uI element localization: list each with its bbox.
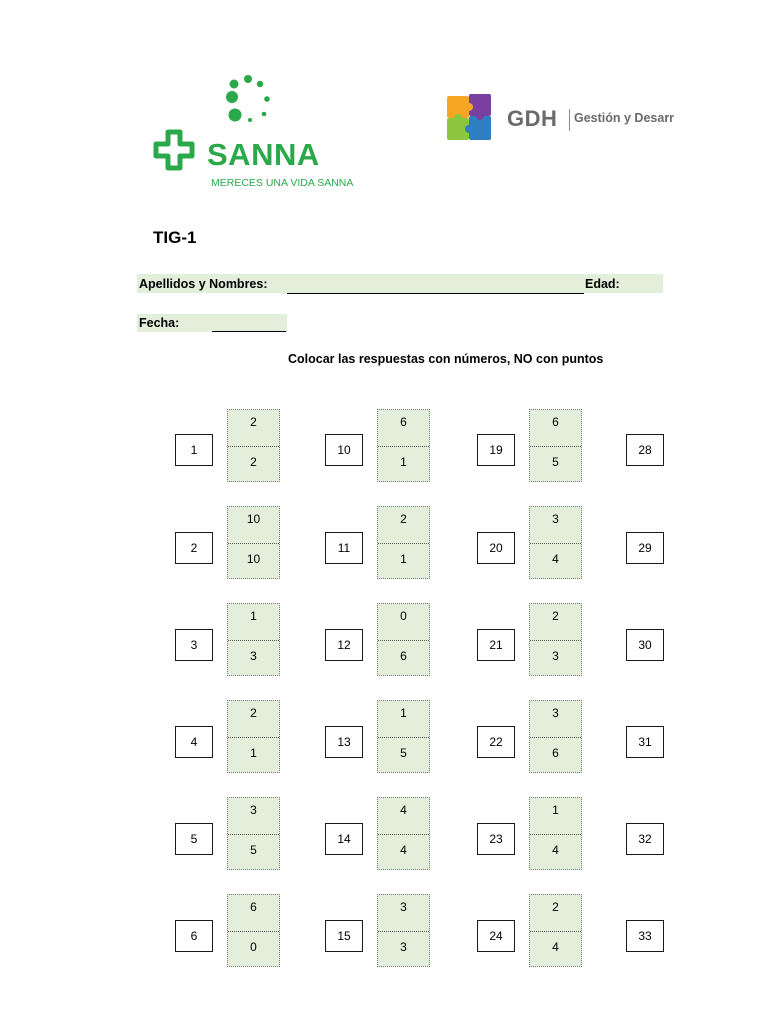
tile-bottom-value: 4 [552,552,559,566]
page-title: TIG-1 [153,228,197,247]
answer-item-number: 22 [477,726,515,758]
domino-tile [377,409,430,482]
domino-tile [227,603,280,676]
answer-item-number: 12 [325,629,363,661]
gdh-subtitle: Gestión y Desarr [574,111,675,125]
answer-item-number: 6 [175,920,213,952]
age-label: Edad: [585,277,620,291]
sanna-tagline: MERECES UNA VIDA SANNA [211,177,354,189]
tile-divider [228,737,279,738]
domino-tile [227,700,280,773]
tile-divider [228,931,279,932]
domino-tile [529,894,582,967]
tile-divider [378,640,429,641]
tile-divider [530,640,581,641]
tile-top-value: 2 [552,609,559,623]
tile-top-value: 3 [552,512,559,526]
answer-item-number: 21 [477,629,515,661]
tile-top-value: 3 [552,706,559,720]
domino-tile [227,797,280,870]
instructions: Colocar las respuestas con números, NO con puntos [288,352,604,366]
domino-tile [529,603,582,676]
tile-divider [228,446,279,447]
domino-tile [377,506,430,579]
tile-bottom-value: 10 [246,552,261,566]
tile-divider [530,446,581,447]
tile-top-value: 1 [400,706,407,720]
tile-divider [378,543,429,544]
domino-tile [529,506,582,579]
tile-bottom-value: 4 [552,940,559,954]
tile-divider [530,931,581,932]
domino-tile [529,797,582,870]
tile-top-value: 6 [400,415,407,429]
tile-divider [378,834,429,835]
answer-item-number: 30 [626,629,664,661]
domino-tile [377,797,430,870]
domino-tile [227,409,280,482]
tile-bottom-value: 3 [400,940,407,954]
domino-tile [377,603,430,676]
tile-top-value: 2 [552,900,559,914]
tile-bottom-value: 1 [400,552,407,566]
answer-item-number: 20 [477,532,515,564]
domino-tile [227,506,280,579]
domino-tile [529,700,582,773]
answer-item-number: 15 [325,920,363,952]
gdh-logo [445,92,685,148]
gdh-divider [569,109,570,131]
tile-top-value: 3 [400,900,407,914]
tile-bottom-value: 5 [400,746,407,760]
tile-divider [228,640,279,641]
tile-divider [228,543,279,544]
puzzle-icon [445,92,497,146]
answer-item-number: 4 [175,726,213,758]
name-label: Apellidos y Nombres: [139,277,268,291]
tile-top-value: 4 [400,803,407,817]
name-field[interactable] [287,293,584,294]
answer-item-number: 3 [175,629,213,661]
tile-bottom-value: 5 [552,455,559,469]
answer-item-number: 31 [626,726,664,758]
tile-divider [378,737,429,738]
answer-item-number: 24 [477,920,515,952]
tile-top-value: 0 [400,609,407,623]
tile-top-value: 2 [400,512,407,526]
answer-item-number: 13 [325,726,363,758]
tile-bottom-value: 3 [250,649,257,663]
domino-tile [377,894,430,967]
tile-divider [378,931,429,932]
tile-bottom-value: 4 [400,843,407,857]
tile-top-value: 6 [250,900,257,914]
tile-top-value: 2 [250,706,257,720]
tile-top-value: 3 [250,803,257,817]
domino-tile [377,700,430,773]
tile-bottom-value: 6 [552,746,559,760]
tile-bottom-value: 2 [250,455,257,469]
tile-bottom-value: 6 [400,649,407,663]
answer-item-number: 2 [175,532,213,564]
answer-item-number: 32 [626,823,664,855]
answer-item-number: 10 [325,434,363,466]
domino-tile [529,409,582,482]
tile-bottom-value: 0 [250,940,257,954]
answer-item-number: 29 [626,532,664,564]
date-label: Fecha: [139,316,180,330]
tile-divider [228,834,279,835]
answer-item-number: 33 [626,920,664,952]
tile-top-value: 6 [552,415,559,429]
answer-item-number: 11 [325,532,363,564]
tile-bottom-value: 1 [400,455,407,469]
answer-item-number: 14 [325,823,363,855]
tile-bottom-value: 3 [552,649,559,663]
sanna-wordmark: SANNA [207,137,320,172]
answer-item-number: 28 [626,434,664,466]
tile-divider [530,543,581,544]
answer-item-number: 23 [477,823,515,855]
tile-divider [530,834,581,835]
tile-top-value: 1 [250,609,257,623]
tile-divider [378,446,429,447]
sanna-logo [150,72,355,190]
answer-item-number: 5 [175,823,213,855]
answer-item-number: 1 [175,434,213,466]
tile-top-value: 1 [552,803,559,817]
age-field[interactable] [622,293,663,294]
gdh-wordmark: GDH [507,106,558,131]
tile-top-value: 10 [246,512,261,526]
tile-bottom-value: 4 [552,843,559,857]
tile-top-value: 2 [250,415,257,429]
domino-tile [227,894,280,967]
tile-bottom-value: 1 [250,746,257,760]
tile-divider [530,737,581,738]
tile-bottom-value: 5 [250,843,257,857]
answer-item-number: 19 [477,434,515,466]
date-field[interactable] [212,331,286,332]
